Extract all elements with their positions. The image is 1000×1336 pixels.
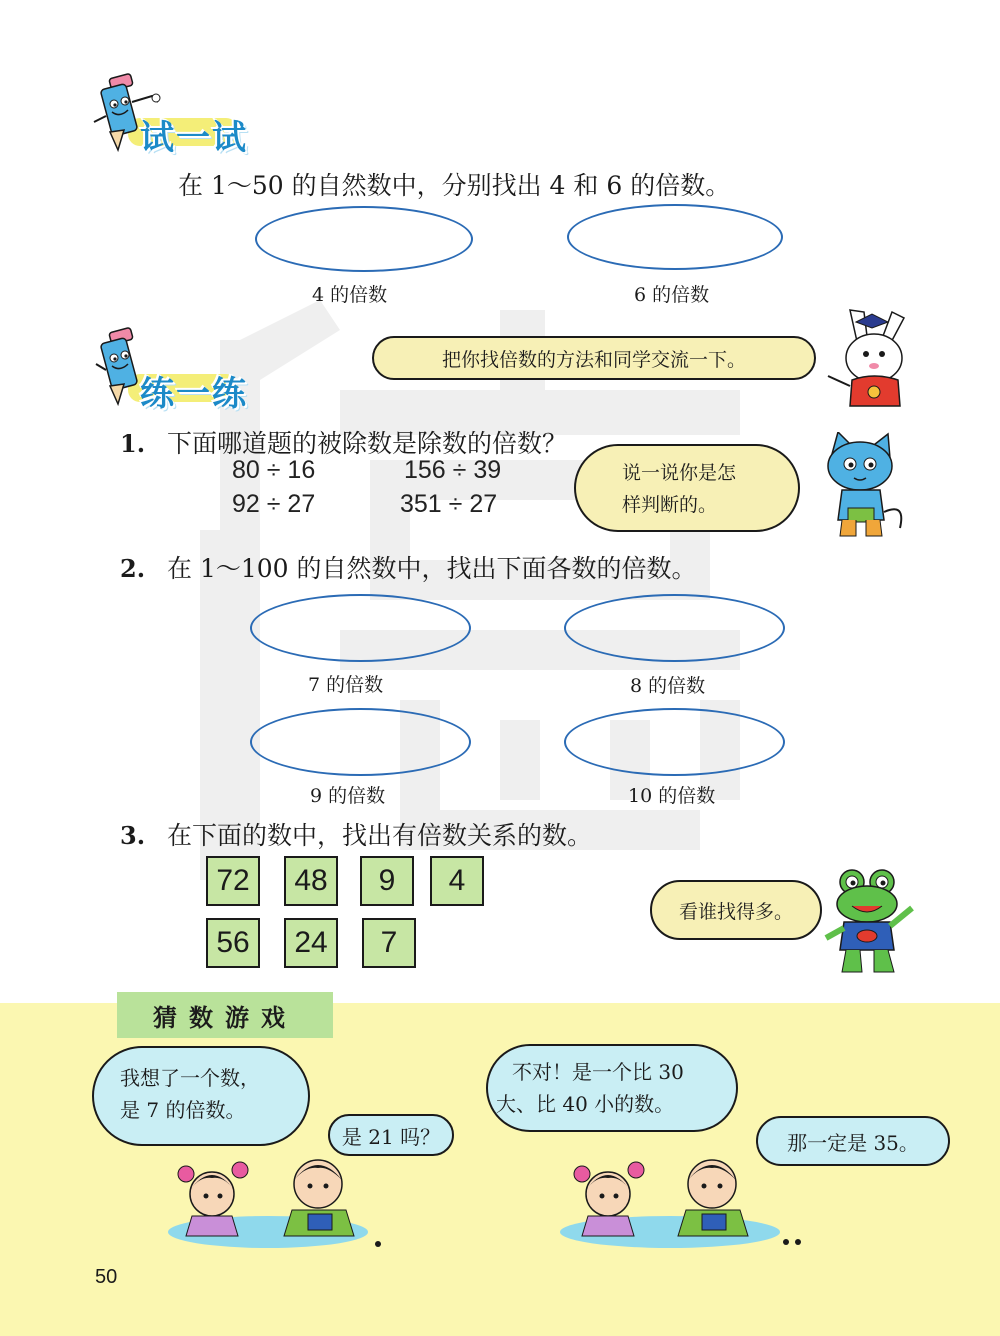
oval-caption-8: 8 的倍数 xyxy=(630,675,706,697)
rabbit-speech-bubble xyxy=(372,336,816,380)
question-3-text: 在下面的数中，找出有倍数关系的数。 xyxy=(167,821,593,850)
question-1-text: 下面哪道题的被除数是除数的倍数？ xyxy=(167,429,568,458)
number-box-48: 48 xyxy=(284,856,338,906)
number-box-4: 4 xyxy=(430,856,484,906)
oval-multiples-of-8 xyxy=(564,594,785,662)
oval-caption-6: 6 的倍数 xyxy=(634,284,710,306)
kids-scene-2-illustration xyxy=(560,1140,810,1248)
oval-caption-7: 7 的倍数 xyxy=(308,674,384,696)
oval-multiples-of-9 xyxy=(250,708,471,776)
boy-bubble-2-text: 那一定是 35。 xyxy=(787,1130,919,1155)
oval-multiples-of-4 xyxy=(255,206,473,272)
expression-156-39: 156 ÷ 39 xyxy=(404,456,502,484)
girl-bubble-2-line-1: 不对！是一个比 30 xyxy=(512,1060,684,1084)
question-1-number: 1. xyxy=(120,429,146,458)
frog-bubble-text: 看谁找得多。 xyxy=(678,900,793,923)
cat-character-icon xyxy=(814,432,910,540)
oval-multiples-of-7 xyxy=(250,594,471,662)
oval-multiples-of-10 xyxy=(564,708,785,776)
girl-bubble-2-line-2: 大、比 40 小的数。 xyxy=(496,1092,675,1116)
rabbit-bubble-text: 把你找倍数的方法和同学交流一下。 xyxy=(441,348,746,371)
oval-caption-10: 10 的倍数 xyxy=(628,785,716,807)
oval-multiples-of-6 xyxy=(567,204,783,270)
question-2 xyxy=(120,549,697,585)
oval-caption-4: 4 的倍数 xyxy=(312,284,388,306)
cat-speech-bubble xyxy=(574,444,800,532)
question-3-number: 3. xyxy=(120,821,146,850)
boy-bubble-1-text: 是 21 吗？ xyxy=(341,1124,441,1149)
girl-speech-bubble-2 xyxy=(486,1044,738,1132)
frog-speech-bubble xyxy=(650,880,822,940)
question-3 xyxy=(120,816,592,852)
cat-bubble-line-1: 说一说你是怎 xyxy=(622,462,737,484)
number-box-56: 56 xyxy=(206,918,260,968)
practice-heading: 练一练 xyxy=(140,374,248,414)
question-2-number: 2. xyxy=(120,554,146,583)
page-number: 50 xyxy=(95,1266,118,1288)
girl-bubble-1-line-1: 我想了一个数， xyxy=(120,1066,260,1090)
girl-speech-bubble-1 xyxy=(92,1046,310,1146)
cat-bubble-line-2: 样判断的。 xyxy=(622,494,718,516)
frog-character-icon xyxy=(822,868,918,978)
expression-351-27: 351 ÷ 27 xyxy=(400,490,498,518)
expression-80-16: 80 ÷ 16 xyxy=(232,456,316,484)
number-box-24: 24 xyxy=(284,918,338,968)
girl-bubble-1-line-2: 是 7 的倍数。 xyxy=(120,1098,246,1122)
number-box-9: 9 xyxy=(360,856,414,906)
number-box-72: 72 xyxy=(206,856,260,906)
try-heading: 试一试 xyxy=(140,118,248,158)
question-2-text: 在 1～100 的自然数中，找出下面各数的倍数。 xyxy=(167,554,697,583)
oval-caption-9: 9 的倍数 xyxy=(310,785,386,807)
game-title: 猜数游戏 xyxy=(117,992,333,1038)
number-box-7: 7 xyxy=(362,918,416,968)
question-1 xyxy=(120,424,567,460)
expression-92-27: 92 ÷ 27 xyxy=(232,490,316,518)
try-instruction: 在 1～50 的自然数中，分别找出 4 和 6 的倍数。 xyxy=(178,171,731,200)
rabbit-character-icon xyxy=(822,306,922,410)
kids-scene-1-illustration xyxy=(168,1140,388,1248)
